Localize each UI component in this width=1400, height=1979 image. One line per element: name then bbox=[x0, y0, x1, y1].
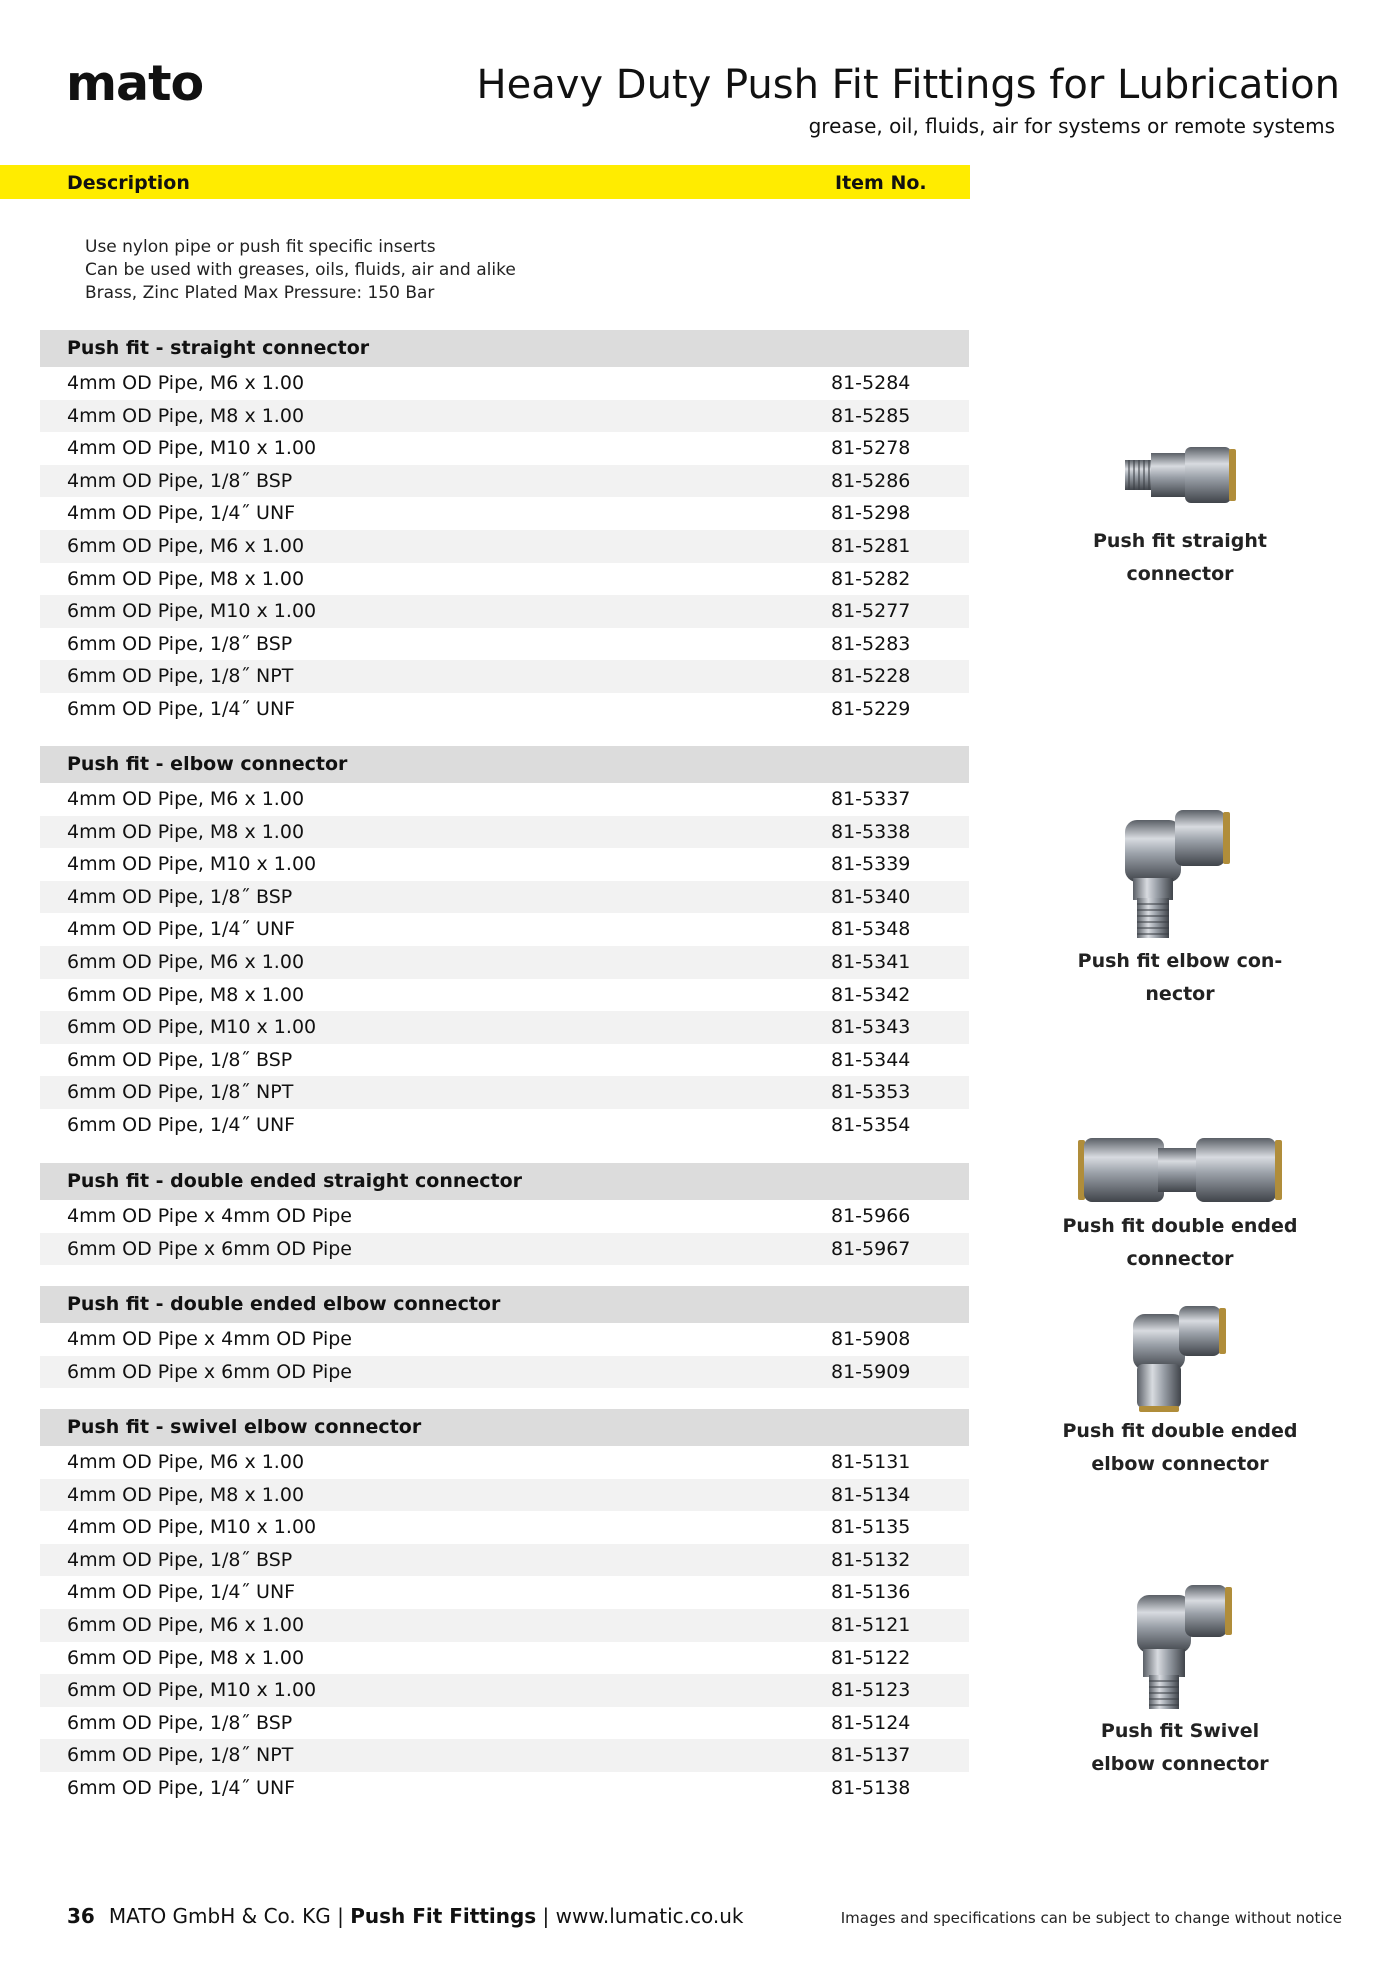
footer-website: | www.lumatic.co.uk bbox=[536, 1904, 744, 1928]
row-description: 6mm OD Pipe, M6 x 1.00 bbox=[67, 534, 305, 557]
row-item-no: 81-5228 bbox=[831, 665, 911, 688]
footer-company: MATO GmbH & Co. KG | bbox=[108, 1904, 351, 1928]
section-swivel-elbow bbox=[40, 1409, 969, 1805]
footer-left bbox=[67, 1904, 743, 1928]
row-item-no: 81-5348 bbox=[831, 918, 911, 941]
intro-text bbox=[85, 236, 516, 305]
table-row bbox=[40, 783, 969, 816]
row-item-no: 81-5298 bbox=[831, 502, 911, 525]
row-description: 4mm OD Pipe, 1/4˝ UNF bbox=[67, 1581, 296, 1604]
table-row bbox=[40, 432, 969, 465]
table-row bbox=[40, 530, 969, 563]
section-title: Push fit - double ended straight connector bbox=[40, 1163, 969, 1200]
intro-line: Can be used with greases, oils, fluids, air and alike bbox=[85, 260, 516, 280]
table-row bbox=[40, 946, 969, 979]
row-item-no: 81-5286 bbox=[831, 469, 911, 492]
row-item-no: 81-5909 bbox=[831, 1360, 911, 1383]
row-description: 6mm OD Pipe, 1/8˝ NPT bbox=[67, 1744, 294, 1767]
table-row bbox=[40, 1511, 969, 1544]
row-description: 6mm OD Pipe, 1/4˝ UNF bbox=[67, 1776, 296, 1799]
product-double-ended-elbow bbox=[1060, 1300, 1300, 1481]
table-row bbox=[40, 497, 969, 530]
section-title: Push fit - straight connector bbox=[40, 330, 969, 367]
row-item-no: 81-5138 bbox=[831, 1776, 911, 1799]
row-description: 4mm OD Pipe, 1/8˝ BSP bbox=[67, 1548, 293, 1571]
table-row bbox=[40, 1609, 969, 1642]
section-straight-connector bbox=[40, 330, 969, 726]
table-row bbox=[40, 1200, 969, 1233]
intro-line: Brass, Zinc Plated Max Pressure: 150 Bar bbox=[85, 283, 435, 303]
row-description: 6mm OD Pipe, M6 x 1.00 bbox=[67, 1613, 305, 1636]
row-description: 4mm OD Pipe, M8 x 1.00 bbox=[67, 1483, 305, 1506]
row-item-no: 81-5281 bbox=[831, 534, 911, 557]
row-item-no: 81-5134 bbox=[831, 1483, 911, 1506]
table-row bbox=[40, 1674, 969, 1707]
row-item-no: 81-5121 bbox=[831, 1613, 911, 1636]
row-item-no: 81-5340 bbox=[831, 885, 911, 908]
row-description: 6mm OD Pipe, M8 x 1.00 bbox=[67, 1646, 305, 1669]
table-row bbox=[40, 816, 969, 849]
table-row bbox=[40, 465, 969, 498]
row-description: 4mm OD Pipe, M6 x 1.00 bbox=[67, 788, 305, 810]
table-row bbox=[40, 1739, 969, 1772]
elbow-connector-icon bbox=[1095, 800, 1265, 945]
table-row bbox=[40, 1642, 969, 1675]
row-item-no: 81-5282 bbox=[831, 567, 911, 590]
row-item-no: 81-5123 bbox=[831, 1679, 911, 1702]
row-description: 6mm OD Pipe, M10 x 1.00 bbox=[67, 1016, 317, 1039]
section-elbow-connector bbox=[40, 746, 969, 1142]
double-ended-elbow-icon bbox=[1095, 1300, 1265, 1415]
row-description: 6mm OD Pipe, 1/8˝ BSP bbox=[67, 632, 293, 655]
row-item-no: 81-5966 bbox=[831, 1205, 911, 1227]
footer-disclaimer: Images and specifications can be subject to change without notice bbox=[840, 1909, 1342, 1927]
row-description: 4mm OD Pipe, 1/4˝ UNF bbox=[67, 918, 296, 941]
section-title: Push fit - double ended elbow connector bbox=[40, 1286, 969, 1323]
row-item-no: 81-5908 bbox=[831, 1328, 911, 1350]
row-item-no: 81-5284 bbox=[831, 372, 911, 394]
row-description: 6mm OD Pipe, 1/8˝ BSP bbox=[67, 1711, 293, 1734]
row-item-no: 81-5344 bbox=[831, 1048, 911, 1071]
table-row bbox=[40, 693, 969, 726]
table-row bbox=[40, 1011, 969, 1044]
table-row bbox=[40, 1479, 969, 1512]
table-row bbox=[40, 367, 969, 400]
row-item-no: 81-5354 bbox=[831, 1113, 911, 1136]
swivel-elbow-icon bbox=[1095, 1575, 1265, 1715]
double-ended-connector-icon bbox=[1070, 1130, 1290, 1210]
row-item-no: 81-5338 bbox=[831, 820, 911, 843]
intro-line: Use nylon pipe or push fit specific inserts bbox=[85, 237, 436, 257]
row-description: 4mm OD Pipe, 1/4˝ UNF bbox=[67, 502, 296, 525]
page-number: 36 bbox=[67, 1904, 95, 1928]
row-item-no: 81-5337 bbox=[831, 788, 911, 810]
row-description: 4mm OD Pipe, M8 x 1.00 bbox=[67, 820, 305, 843]
table-row bbox=[40, 1044, 969, 1077]
table-row bbox=[40, 400, 969, 433]
table-row bbox=[40, 1323, 969, 1356]
row-description: 6mm OD Pipe, M6 x 1.00 bbox=[67, 950, 305, 973]
row-description: 4mm OD Pipe, M10 x 1.00 bbox=[67, 853, 317, 876]
table-row bbox=[40, 913, 969, 946]
row-item-no: 81-5339 bbox=[831, 853, 911, 876]
row-item-no: 81-5132 bbox=[831, 1548, 911, 1571]
row-description: 6mm OD Pipe, 1/8˝ NPT bbox=[67, 665, 294, 688]
row-item-no: 81-5342 bbox=[831, 983, 911, 1006]
row-description: 4mm OD Pipe, M6 x 1.00 bbox=[67, 372, 305, 394]
product-caption: Push fit Swivel bbox=[1100, 1720, 1260, 1742]
table-row bbox=[40, 1109, 969, 1142]
section-title: Push fit - swivel elbow connector bbox=[40, 1409, 969, 1446]
row-description: 6mm OD Pipe, M10 x 1.00 bbox=[67, 600, 317, 623]
table-row bbox=[40, 595, 969, 628]
product-caption: nector bbox=[1145, 983, 1215, 1005]
table-row bbox=[40, 1544, 969, 1577]
row-description: 4mm OD Pipe, M8 x 1.00 bbox=[67, 404, 305, 427]
page-subtitle: grease, oil, fluids, air for systems or remote systems bbox=[808, 114, 1335, 138]
page-title: Heavy Duty Push Fit Fittings for Lubrication bbox=[476, 62, 1340, 108]
row-description: 6mm OD Pipe, 1/8˝ BSP bbox=[67, 1048, 293, 1071]
row-description: 6mm OD Pipe, 1/4˝ UNF bbox=[67, 697, 296, 720]
row-description: 4mm OD Pipe x 4mm OD Pipe bbox=[67, 1205, 352, 1227]
row-description: 6mm OD Pipe, M8 x 1.00 bbox=[67, 567, 305, 590]
table-row bbox=[40, 1707, 969, 1740]
table-row bbox=[40, 660, 969, 693]
row-description: 6mm OD Pipe, M8 x 1.00 bbox=[67, 983, 305, 1006]
column-header-item-no: Item No. bbox=[835, 172, 927, 194]
table-row bbox=[40, 1446, 969, 1479]
product-caption: Push fit elbow con- bbox=[1077, 950, 1283, 972]
row-item-no: 81-5285 bbox=[831, 404, 911, 427]
table-row bbox=[40, 1772, 969, 1805]
product-caption: elbow connector bbox=[1091, 1753, 1269, 1775]
row-description: 6mm OD Pipe x 6mm OD Pipe bbox=[67, 1360, 352, 1383]
row-item-no: 81-5131 bbox=[831, 1451, 911, 1473]
row-item-no: 81-5278 bbox=[831, 437, 911, 460]
row-item-no: 81-5136 bbox=[831, 1581, 911, 1604]
section-double-ended-straight bbox=[40, 1163, 969, 1265]
product-elbow-connector bbox=[1060, 800, 1300, 1011]
row-item-no: 81-5967 bbox=[831, 1237, 911, 1260]
row-item-no: 81-5341 bbox=[831, 950, 911, 973]
column-header-description: Description bbox=[67, 172, 190, 194]
brand-logo: mato bbox=[66, 55, 204, 112]
product-caption: Push fit straight bbox=[1093, 530, 1267, 552]
table-row bbox=[40, 979, 969, 1012]
row-item-no: 81-5135 bbox=[831, 1516, 911, 1539]
table-row bbox=[40, 1576, 969, 1609]
row-item-no: 81-5124 bbox=[831, 1711, 911, 1734]
product-caption: Push fit double ended bbox=[1062, 1215, 1298, 1237]
table-row bbox=[40, 1356, 969, 1389]
product-caption: elbow connector bbox=[1091, 1453, 1269, 1475]
row-item-no: 81-5283 bbox=[831, 632, 911, 655]
row-description: 4mm OD Pipe x 4mm OD Pipe bbox=[67, 1328, 352, 1350]
row-description: 6mm OD Pipe, 1/4˝ UNF bbox=[67, 1113, 296, 1136]
row-description: 4mm OD Pipe, 1/8˝ BSP bbox=[67, 885, 293, 908]
section-double-ended-elbow bbox=[40, 1286, 969, 1388]
row-description: 4mm OD Pipe, M10 x 1.00 bbox=[67, 437, 317, 460]
product-double-ended-connector bbox=[1060, 1130, 1300, 1276]
row-description: 6mm OD Pipe, M10 x 1.00 bbox=[67, 1679, 317, 1702]
table-row bbox=[40, 563, 969, 596]
row-item-no: 81-5277 bbox=[831, 600, 911, 623]
footer-section: Push Fit Fittings bbox=[350, 1904, 537, 1928]
table-row bbox=[40, 1233, 969, 1266]
product-caption: Push fit double ended bbox=[1062, 1420, 1298, 1442]
row-item-no: 81-5137 bbox=[831, 1744, 911, 1767]
row-item-no: 81-5343 bbox=[831, 1016, 911, 1039]
product-caption: connector bbox=[1126, 1248, 1234, 1270]
row-description: 4mm OD Pipe, M10 x 1.00 bbox=[67, 1516, 317, 1539]
row-description: 6mm OD Pipe, 1/8˝ NPT bbox=[67, 1081, 294, 1104]
product-straight-connector bbox=[1060, 425, 1300, 591]
section-title: Push fit - elbow connector bbox=[40, 746, 969, 783]
product-swivel-elbow bbox=[1060, 1575, 1300, 1781]
straight-connector-icon bbox=[1095, 425, 1265, 525]
row-description: 4mm OD Pipe, M6 x 1.00 bbox=[67, 1451, 305, 1473]
row-item-no: 81-5229 bbox=[831, 697, 911, 720]
row-item-no: 81-5353 bbox=[831, 1081, 911, 1104]
product-caption: connector bbox=[1126, 563, 1234, 585]
row-description: 6mm OD Pipe x 6mm OD Pipe bbox=[67, 1237, 352, 1260]
row-description: 4mm OD Pipe, 1/8˝ BSP bbox=[67, 469, 293, 492]
table-row bbox=[40, 628, 969, 661]
table-row bbox=[40, 881, 969, 914]
table-row bbox=[40, 848, 969, 881]
row-item-no: 81-5122 bbox=[831, 1646, 911, 1669]
table-row bbox=[40, 1076, 969, 1109]
